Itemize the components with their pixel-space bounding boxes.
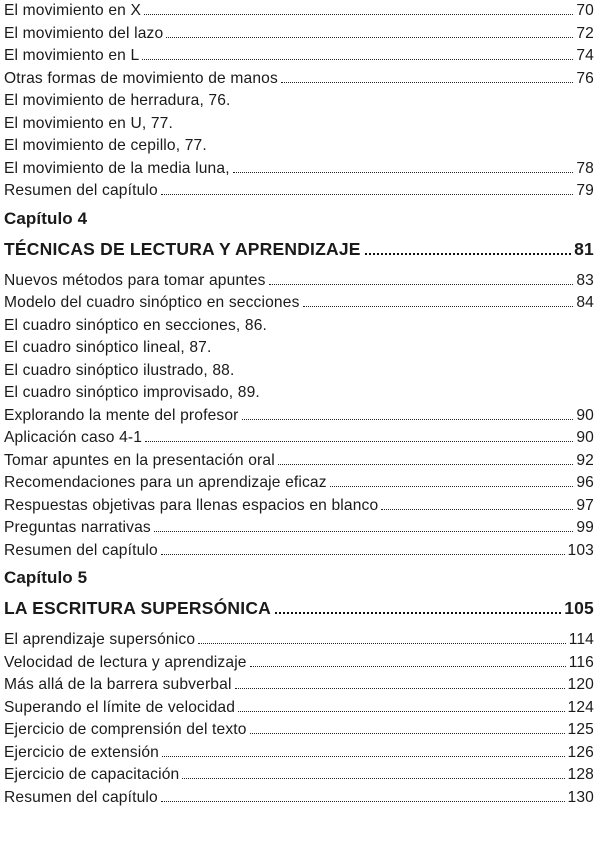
toc-entries-chapter-4 xyxy=(4,270,594,563)
toc-entry-title: El cuadro sinóptico lineal, 87. xyxy=(4,339,212,356)
toc-entry-title: El movimiento en U, 77. xyxy=(4,114,173,132)
leader-dots xyxy=(365,253,571,255)
toc-entry-title: Recomendaciones para un aprendizaje eficaz xyxy=(4,474,327,491)
leader-dots xyxy=(161,801,565,802)
toc-entry xyxy=(4,787,594,810)
toc-entry-title: Respuestas objetivas para llenas espacios en blanco xyxy=(4,496,379,514)
leader-dots xyxy=(250,733,565,734)
toc-entry xyxy=(4,495,594,518)
chapter-4-page: 81 xyxy=(574,238,594,259)
toc-entry-title: Resumen del capítulo xyxy=(4,788,158,806)
chapter-5-title: LA ESCRITURA SUPERSÓNICA xyxy=(4,598,271,618)
leader-dots xyxy=(235,688,565,689)
toc-entry-title: El movimiento en X xyxy=(4,2,142,19)
toc-entry-title: Preguntas narrativas xyxy=(4,519,151,536)
toc-entry-title: El cuadro sinóptico improvisado, 89. xyxy=(4,384,260,401)
toc-entry-title: El movimiento de la media luna, xyxy=(4,159,230,177)
toc-entry xyxy=(4,697,594,720)
chapter-5-title-row xyxy=(4,596,594,620)
chapter-4-title: TÉCNICAS DE LECTURA Y APRENDIZAJE xyxy=(4,238,361,259)
toc-entry xyxy=(4,158,594,181)
toc-entry-title: El movimiento del lazo xyxy=(4,24,164,42)
toc-entry-page: 90 xyxy=(576,406,594,424)
toc-entry-page: 130 xyxy=(567,788,594,806)
toc-entry-page: 79 xyxy=(576,182,594,199)
toc-entry-page: 70 xyxy=(576,2,594,19)
toc-entry-title: Otras formas de movimiento de manos xyxy=(4,69,278,87)
toc-entry xyxy=(4,629,594,652)
toc-entry-page: 99 xyxy=(576,519,594,536)
toc-entry xyxy=(4,90,594,113)
toc-entry-page: 120 xyxy=(567,676,594,693)
toc-entry-page: 74 xyxy=(576,47,594,64)
toc-entry-page: 92 xyxy=(576,451,594,469)
chapter-5-page: 105 xyxy=(564,598,594,618)
toc-entry xyxy=(4,270,594,293)
toc-entry-title: Ejercicio de comprensión del texto xyxy=(4,721,247,738)
toc-entry xyxy=(4,180,594,203)
toc-entry-title: Más allá de la barrera subverbal xyxy=(4,676,232,693)
toc-entry-title: Velocidad de lectura y aprendizaje xyxy=(4,653,247,671)
toc-entry xyxy=(4,517,594,540)
toc-entry-title: El aprendizaje supersónico xyxy=(4,631,196,648)
toc-entry-title: Superando el límite de velocidad xyxy=(4,698,236,716)
leader-dots xyxy=(182,778,564,779)
toc-entry xyxy=(4,135,594,158)
leader-dots xyxy=(142,59,573,60)
toc-entry-page: 128 xyxy=(567,766,594,783)
toc-entries-chapter-3 xyxy=(4,0,594,203)
leader-dots xyxy=(162,756,565,757)
toc-entry xyxy=(4,360,594,383)
toc-entry xyxy=(4,472,594,495)
leader-dots xyxy=(238,711,564,712)
toc-entry-title: Resumen del capítulo xyxy=(4,541,158,559)
toc-entry xyxy=(4,540,594,563)
toc-entry-title: El movimiento de cepillo, 77. xyxy=(4,137,207,154)
leader-dots xyxy=(242,419,574,420)
leader-dots xyxy=(269,284,574,285)
toc-entry-title: Explorando la mente del profesor xyxy=(4,406,239,424)
toc-entry-title: El movimiento en L xyxy=(4,47,140,64)
toc-entry xyxy=(4,652,594,675)
leader-dots xyxy=(278,464,574,465)
toc-entry xyxy=(4,405,594,428)
toc-entry-title: El movimiento de herradura, 76. xyxy=(4,92,231,109)
toc-entry xyxy=(4,45,594,68)
toc-entry-page: 125 xyxy=(567,721,594,738)
toc-entry-page: 114 xyxy=(568,631,594,648)
toc-entry xyxy=(4,674,594,697)
toc-entry-title: El cuadro sinóptico en secciones, 86. xyxy=(4,316,267,334)
toc-entry xyxy=(4,337,594,360)
toc-entry xyxy=(4,742,594,765)
leader-dots xyxy=(161,194,574,195)
leader-dots xyxy=(144,14,573,15)
toc-entry-title: Tomar apuntes en la presentación oral xyxy=(4,451,275,469)
chapter-4-label: Capítulo 4 xyxy=(4,208,88,228)
toc-entry-page: 72 xyxy=(576,24,594,42)
toc-entry xyxy=(4,113,594,136)
leader-dots xyxy=(250,666,566,667)
toc-entry-page: 96 xyxy=(576,474,594,491)
leader-dots xyxy=(381,509,573,510)
toc-entry-page: 84 xyxy=(576,294,594,311)
chapter-4-title-row xyxy=(4,237,594,261)
toc-entry-page: 76 xyxy=(576,69,594,87)
toc-entry-title: El cuadro sinóptico ilustrado, 88. xyxy=(4,361,235,379)
leader-dots xyxy=(145,441,573,442)
toc-entry xyxy=(4,382,594,405)
chapter-5-label: Capítulo 5 xyxy=(4,568,88,587)
leader-dots xyxy=(154,531,573,532)
toc-entry-title: Modelo del cuadro sinóptico en secciones xyxy=(4,294,300,311)
toc-entry-page: 116 xyxy=(568,653,594,671)
leader-dots xyxy=(198,643,566,644)
leader-dots xyxy=(281,82,573,83)
leader-dots xyxy=(161,554,565,555)
toc-entry-page: 97 xyxy=(576,496,594,514)
toc-entry-title: Resumen del capítulo xyxy=(4,182,158,199)
leader-dots xyxy=(166,37,573,38)
toc-entry xyxy=(4,68,594,91)
toc-entry-title: Nuevos métodos para tomar apuntes xyxy=(4,271,266,289)
toc-entry xyxy=(4,450,594,473)
toc-entry xyxy=(4,292,594,315)
leader-dots xyxy=(303,306,574,307)
toc-entries-chapter-5 xyxy=(4,629,594,809)
toc-entry-title: Aplicación caso 4-1 xyxy=(4,429,143,446)
leader-dots xyxy=(275,612,561,614)
toc-entry-page: 126 xyxy=(567,743,594,761)
toc-entry xyxy=(4,0,594,23)
toc-entry-title: Ejercicio de extensión xyxy=(4,743,159,761)
table-of-contents xyxy=(4,0,594,809)
toc-entry-page: 124 xyxy=(567,698,594,716)
toc-entry xyxy=(4,427,594,450)
toc-entry xyxy=(4,719,594,742)
toc-entry-page: 103 xyxy=(567,541,594,559)
leader-dots xyxy=(330,486,574,487)
toc-entry-page: 90 xyxy=(576,429,594,446)
toc-entry-page: 78 xyxy=(576,159,594,177)
leader-dots xyxy=(233,172,574,173)
toc-entry-page: 83 xyxy=(576,271,594,289)
toc-entry xyxy=(4,764,594,787)
toc-entry xyxy=(4,23,594,46)
toc-entry xyxy=(4,315,594,338)
toc-entry-title: Ejercicio de capacitación xyxy=(4,766,180,783)
